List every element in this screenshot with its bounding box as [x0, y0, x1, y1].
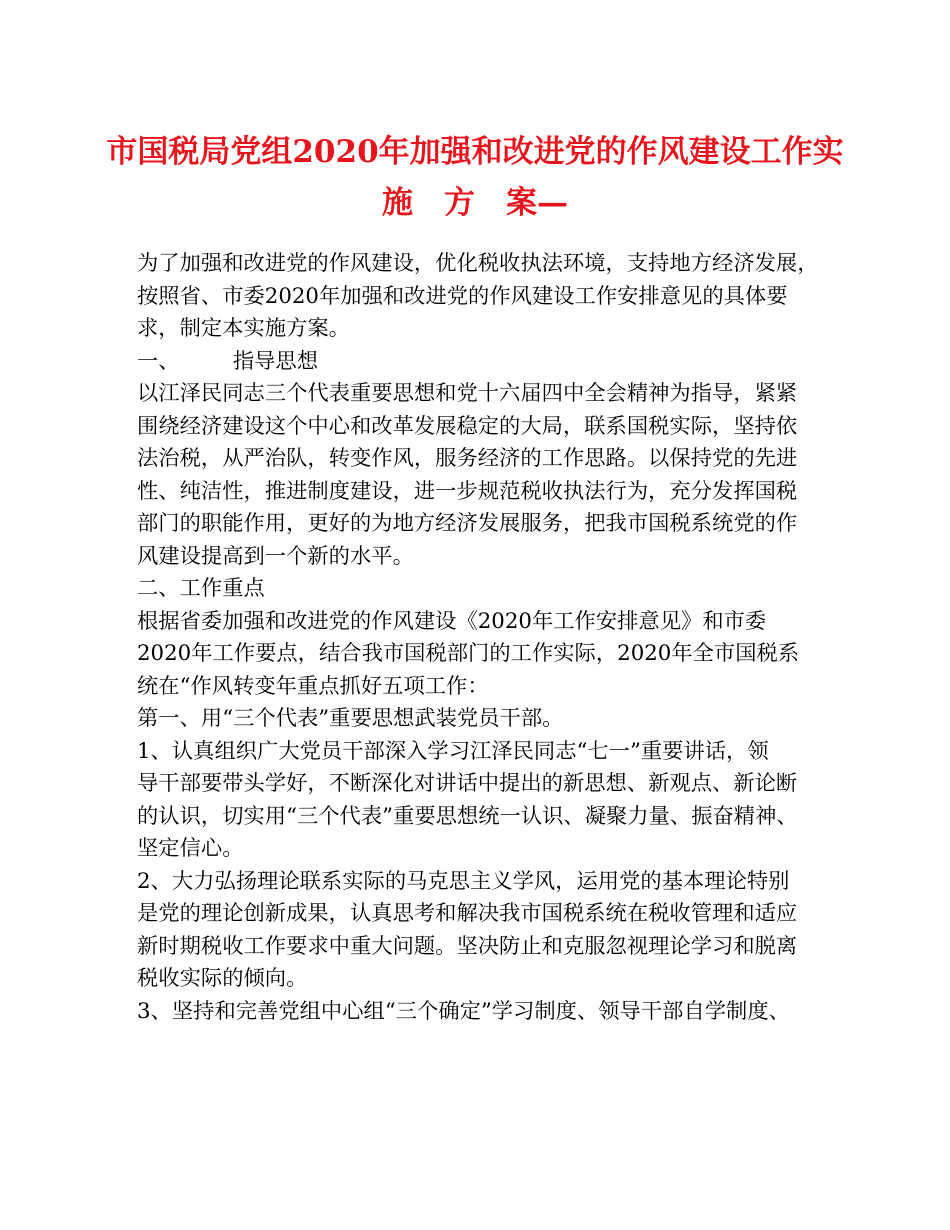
- document-title-line-2: 施 方 案—: [382, 185, 568, 221]
- body-line: 性、纯洁性，推进制度建设，进一步规范税收执法行为，充分发挥国税: [137, 478, 798, 504]
- body-line: 根据省委加强和改进党的作风建设《2020年工作安排意见》和市委: [137, 608, 767, 634]
- document-title-line-1: 市国税局党组2020年加强和改进党的作风建设工作实: [106, 134, 844, 170]
- section-heading-2: 二、工作重点: [137, 576, 265, 601]
- body-line: 部门的职能作用，更好的为地方经济发展服务，把我市国税系统党的作: [137, 511, 798, 536]
- body-line: 1、认真组织广大党员干部深入学习江泽民同志“七一”重要讲话，领: [137, 738, 769, 764]
- body-line: 坚定信心。: [137, 836, 244, 861]
- body-line: 2020年工作要点，结合我市国税部门的工作实际，2020年全市国税系: [137, 641, 800, 666]
- document-body: [137, 248, 827, 1028]
- body-line: 以江泽民同志三个代表重要思想和党十六届四中全会精神为指导，紧紧: [137, 381, 798, 406]
- body-line: 围绕经济建设这个中心和改革发展稳定的大局，联系国税实际，坚持依: [137, 413, 798, 439]
- body-line: 的认识，切实用“三个代表”重要思想统一认识、凝聚力量、振奋精神、: [137, 803, 798, 829]
- subsection-heading: 第一、用“三个代表”重要思想武装党员干部。: [137, 706, 564, 731]
- body-line: 求，制定本实施方案。: [137, 316, 350, 341]
- body-line: 导干部要带头学好，不断深化对讲话中提出的新思想、新观点、新论断: [137, 771, 798, 796]
- body-line: 为了加强和改进党的作风建设，优化税收执法环境，支持地方经济发展，: [137, 251, 819, 276]
- body-line: 风建设提高到一个新的水平。: [137, 543, 414, 569]
- body-line: 新时期税收工作要求中重大问题。坚决防止和克服忽视理论学习和脱离: [137, 933, 798, 959]
- body-line: 税收实际的倾向。: [137, 966, 308, 991]
- section-heading-1: 一、 指导思想: [137, 348, 319, 374]
- body-line: 按照省、市委2020年加强和改进党的作风建设工作安排意见的具体要: [137, 283, 788, 309]
- body-line: 是党的理论创新成果，认真思考和解决我市国税系统在税收管理和适应: [137, 901, 798, 926]
- body-line: 3、坚持和完善党组中心组“三个确定”学习制度、领导干部自学制度、: [137, 998, 790, 1024]
- body-line: 法治税，从严治队，转变作风，服务经济的工作思路。以保持党的先进: [137, 446, 798, 471]
- body-line: 统在“作风转变年重点抓好五项工作：: [137, 673, 489, 699]
- body-line: 2、大力弘扬理论联系实际的马克思主义学风，运用党的基本理论特别: [137, 868, 790, 894]
